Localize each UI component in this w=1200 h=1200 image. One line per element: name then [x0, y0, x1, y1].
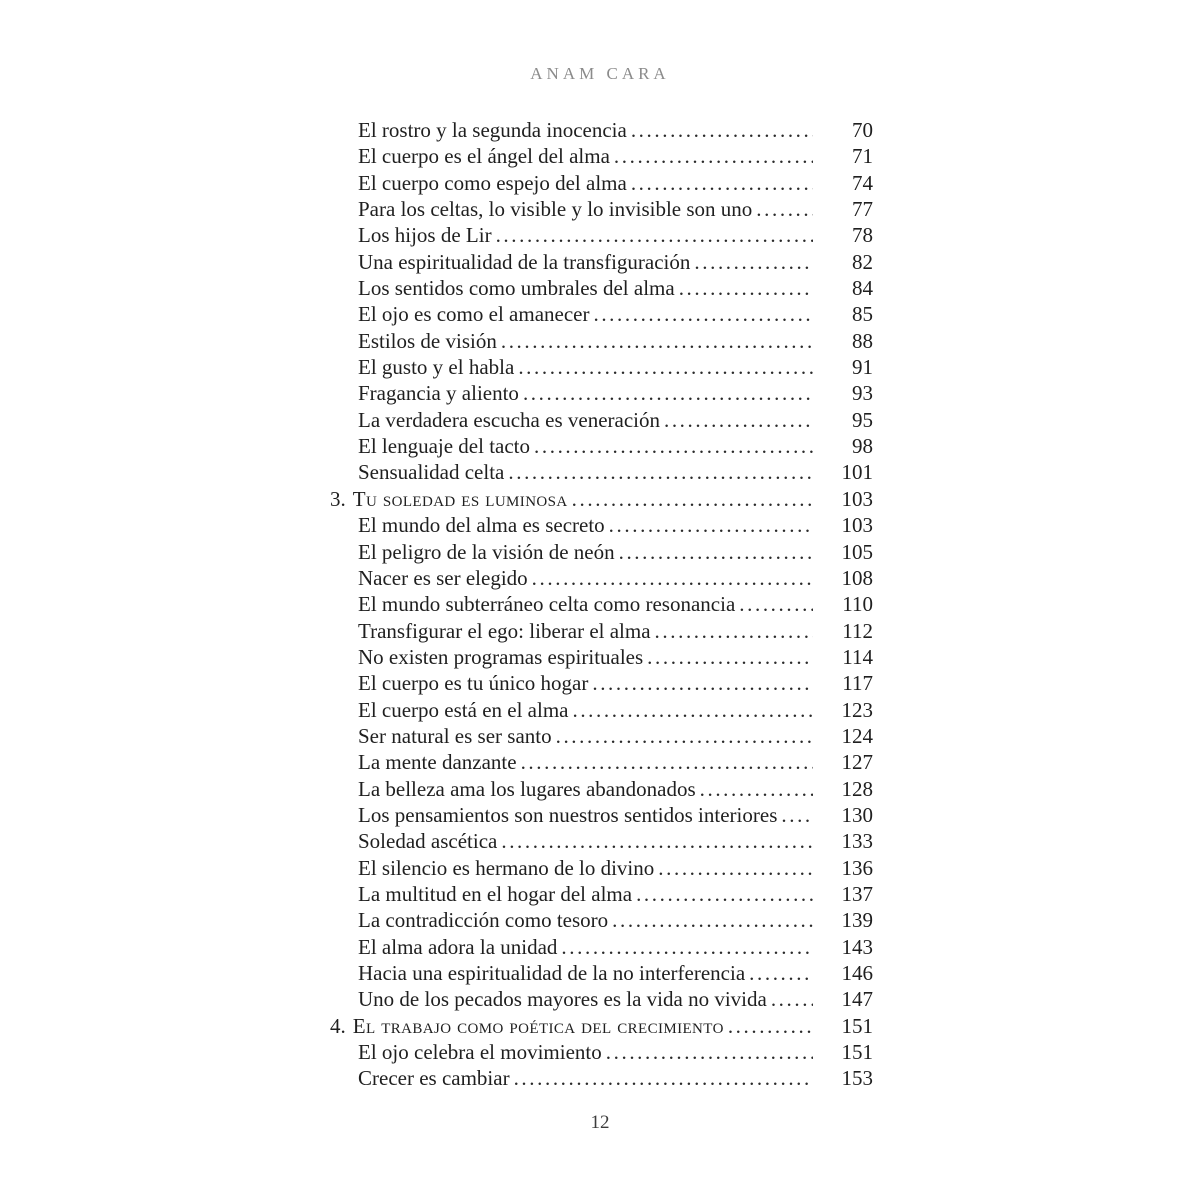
toc-entry-row — [330, 143, 873, 169]
toc-entry-page-number: 153 — [841, 1066, 873, 1091]
toc-entry-row — [330, 881, 873, 907]
toc-entry-page-number: 88 — [852, 328, 873, 353]
toc-entry-title: No existen programas espirituales — [358, 644, 644, 669]
running-header: ANAM CARA — [530, 64, 670, 83]
dot-leader — [614, 143, 813, 169]
toc-entry-page-number: 114 — [842, 644, 873, 669]
toc-entry-row — [330, 354, 873, 380]
dot-leader — [781, 802, 813, 828]
toc-entry-row — [330, 117, 873, 143]
toc-entry-row — [330, 1039, 873, 1065]
toc-entry-page-number: 70 — [852, 118, 873, 142]
toc-entry-row — [330, 907, 873, 933]
toc-entry-title: La contradicción como tesoro — [358, 908, 609, 933]
toc-entry-title: Soledad ascética — [358, 829, 498, 854]
dot-leader — [572, 697, 813, 723]
toc-entry-page-number: 98 — [852, 434, 873, 459]
toc-entry-title: El mundo subterráneo celta como resonancia — [358, 592, 736, 617]
dot-leader — [664, 407, 813, 433]
toc-entry-page-number: 91 — [852, 355, 873, 380]
dot-leader — [534, 433, 813, 459]
toc-entry-row — [330, 249, 873, 275]
toc-entry-title: El cuerpo es el ángel del alma — [358, 144, 610, 169]
dot-leader — [523, 380, 813, 406]
toc-entry-page-number: 143 — [841, 934, 873, 959]
toc-entry-page-number: 84 — [852, 276, 873, 301]
toc-chapter-number: 4. — [330, 1013, 346, 1038]
dot-leader — [501, 328, 813, 354]
toc-entry-page-number: 147 — [841, 987, 873, 1012]
toc-entry-page-number: 133 — [841, 829, 873, 854]
toc-entry-title: El alma adora la unidad — [358, 934, 558, 959]
toc-entry-title: El silencio es hermano de lo divino — [358, 855, 655, 880]
toc-entry-title: Crecer es cambiar — [358, 1066, 510, 1091]
toc-entry-title: Los sentidos como umbrales del alma — [358, 276, 675, 301]
toc-entry-row — [330, 960, 873, 986]
toc-entry-page-number: 82 — [852, 249, 873, 274]
toc-entry-page-number: 77 — [852, 197, 873, 222]
toc-entry-page-number: 128 — [841, 776, 873, 801]
toc-entry-title: Para los celtas, lo visible y lo invisible son uno — [358, 197, 753, 222]
toc-entry-page-number: 151 — [841, 1040, 873, 1065]
dot-leader — [636, 881, 813, 907]
dot-leader — [501, 828, 813, 854]
toc-entry-title: La belleza ama los lugares abandonados — [358, 776, 696, 801]
dot-leader — [694, 249, 813, 275]
toc-entry-title: El cuerpo es tu único hogar — [358, 671, 589, 696]
dot-leader — [592, 670, 813, 696]
toc-entry-title: Transfigurar el ego: liberar el alma — [358, 618, 651, 643]
toc-entry-title: Ser natural es ser santo — [358, 723, 552, 748]
dot-leader — [572, 486, 813, 512]
dot-leader — [655, 618, 813, 644]
dot-leader — [631, 117, 813, 143]
toc-entry-page-number: 103 — [841, 486, 873, 511]
toc-entry-page-number: 103 — [841, 513, 873, 538]
toc-entry-title: El ojo es como el amanecer — [358, 302, 590, 327]
toc-entry-title: Los pensamientos son nuestros sentidos interiores — [358, 802, 778, 827]
toc-entry-title: Nacer es ser elegido — [358, 565, 528, 590]
toc-chapter-number: 3. — [330, 486, 346, 511]
toc-entry-title: La mente danzante — [358, 750, 517, 775]
dot-leader — [561, 934, 813, 960]
toc-entry-title: El mundo del alma es secreto — [358, 513, 605, 538]
toc-entry-title: Hacia una espiritualidad de la no interferencia — [358, 961, 746, 985]
toc-entry-row — [330, 407, 873, 433]
toc-entry-page-number: 101 — [841, 460, 873, 485]
toc-entry-row — [330, 301, 873, 327]
dot-leader — [749, 960, 813, 986]
dot-leader — [728, 1013, 813, 1039]
toc-entry-row — [330, 565, 873, 591]
dot-leader — [508, 459, 813, 485]
toc-entry-title: Uno de los pecados mayores es la vida no vivida — [358, 987, 767, 1012]
toc-entry-title: El lenguaje del tacto — [358, 434, 531, 459]
dot-leader — [609, 512, 813, 538]
dot-leader — [532, 565, 813, 591]
toc-entry-title: El peligro de la visión de neón — [358, 539, 615, 564]
toc-entry-page-number: 74 — [852, 170, 873, 195]
toc-entry-title: El gusto y el habla — [358, 355, 515, 380]
dot-leader — [739, 591, 813, 617]
dot-leader — [771, 986, 813, 1012]
toc-entry-title: El rostro y la segunda inocencia — [358, 118, 627, 142]
dot-leader — [679, 275, 813, 301]
toc-entry-row — [330, 670, 873, 696]
toc-entry-title: Fragancia y aliento — [358, 381, 519, 406]
toc-entry-row — [330, 986, 873, 1012]
toc-entry-page-number: 123 — [841, 697, 873, 722]
toc-entry-page-number: 78 — [852, 223, 873, 248]
dot-leader — [619, 539, 813, 565]
toc-entry-row — [330, 828, 873, 854]
toc-entry-page-number: 146 — [841, 961, 873, 985]
toc-entry-page-number: 117 — [842, 671, 873, 696]
dot-leader — [521, 749, 813, 775]
toc-entry-title: Una espiritualidad de la transfiguración — [358, 249, 691, 274]
toc-entry-row — [330, 618, 873, 644]
toc-list — [330, 117, 873, 1092]
toc-entry-row — [330, 539, 873, 565]
toc-entry-row — [330, 644, 873, 670]
toc-entry-page-number: 139 — [841, 908, 873, 933]
toc-entry-page-number: 124 — [841, 723, 873, 748]
dot-leader — [496, 222, 813, 248]
toc-entry-title: Tu soledad es luminosa — [352, 486, 568, 511]
toc-entry-title: El ojo celebra el movimiento — [358, 1040, 602, 1065]
toc-entry-row — [330, 275, 873, 301]
toc-chapter-row — [330, 1013, 873, 1039]
toc-entry-row — [330, 380, 873, 406]
toc-entry-page-number: 137 — [841, 881, 873, 906]
toc-entry-page-number: 105 — [841, 539, 873, 564]
dot-leader — [658, 855, 813, 881]
dot-leader — [631, 170, 813, 196]
dot-leader — [556, 723, 813, 749]
toc-entry-row — [330, 222, 873, 248]
toc-entry-page-number: 151 — [841, 1013, 873, 1038]
dot-leader — [612, 907, 813, 933]
toc-entry-title: Estilos de visión — [358, 328, 497, 353]
dot-leader — [593, 301, 813, 327]
toc-chapter-row — [330, 486, 873, 512]
toc-entry-title: Sensualidad celta — [358, 460, 505, 485]
dot-leader — [606, 1039, 813, 1065]
toc-entry-page-number: 136 — [841, 855, 873, 880]
toc-entry-row — [330, 170, 873, 196]
toc-entry-page-number: 127 — [841, 750, 873, 775]
toc-entry-row — [330, 776, 873, 802]
toc-entry-row — [330, 697, 873, 723]
dot-leader — [700, 776, 813, 802]
dot-leader — [756, 196, 813, 222]
toc-entry-row — [330, 512, 873, 538]
toc-entry-page-number: 112 — [842, 618, 873, 643]
toc-entry-page-number: 130 — [841, 802, 873, 827]
toc-entry-title: El cuerpo está en el alma — [358, 697, 569, 722]
dot-leader — [514, 1065, 813, 1091]
toc-entry-row — [330, 802, 873, 828]
toc-entry-row — [330, 723, 873, 749]
page-number-folio: 12 — [590, 1112, 610, 1133]
toc-entry-title: La verdadera escucha es veneración — [358, 407, 660, 432]
toc-entry-page-number: 85 — [852, 302, 873, 327]
toc-entry-page-number: 93 — [852, 381, 873, 406]
toc-entry-title: La multitud en el hogar del alma — [358, 881, 633, 906]
toc-entry-row — [330, 196, 873, 222]
toc-entry-title: El trabajo como poética del crecimiento — [352, 1013, 724, 1038]
toc-entry-title: El cuerpo como espejo del alma — [358, 170, 627, 195]
toc-entry-row — [330, 934, 873, 960]
toc-entry-title: Los hijos de Lir — [358, 223, 492, 248]
toc-entry-row — [330, 433, 873, 459]
toc-entry-page-number: 95 — [852, 407, 873, 432]
toc-entry-row — [330, 855, 873, 881]
toc-entry-row — [330, 1065, 873, 1091]
toc-entry-row — [330, 591, 873, 617]
toc-entry-row — [330, 328, 873, 354]
toc-entry-row — [330, 749, 873, 775]
toc-entry-page-number: 108 — [841, 565, 873, 590]
toc-entry-row — [330, 459, 873, 485]
dot-leader — [647, 644, 813, 670]
dot-leader — [518, 354, 813, 380]
toc-entry-page-number: 110 — [842, 592, 873, 617]
toc-entry-page-number: 71 — [852, 144, 873, 169]
